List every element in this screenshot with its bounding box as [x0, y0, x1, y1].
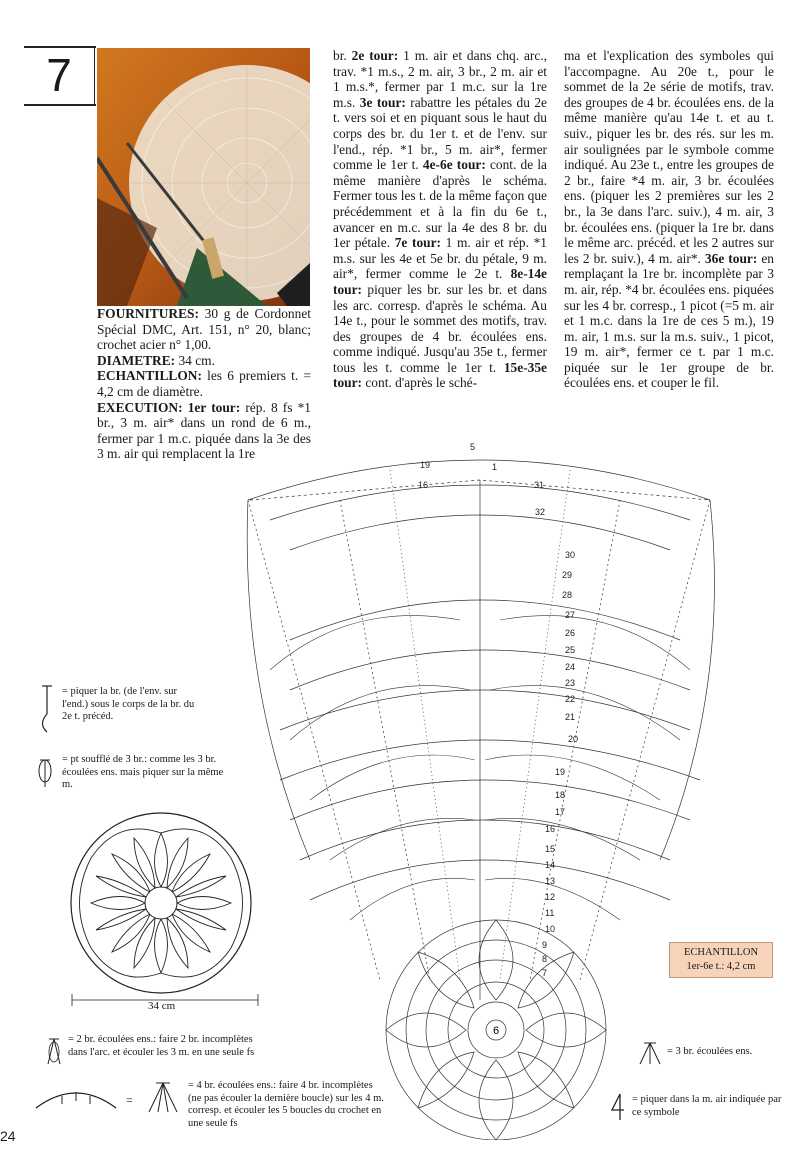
- c2-i: 1 m. air et rép. *1 m.s. sur les 4e et 5e br. du pétale, 9 m. air*, fermer comme le 2e t.: [333, 235, 547, 282]
- legend-four-br: = 4 br. écoulées ens.: faire 4 br. incomplètes (ne pas écouler la dernière boucle) sur les 4 m. corresp. et écouler les 5 boucles du crochet en une seule fs: [188, 1080, 384, 1129]
- row-label: 29: [562, 570, 573, 580]
- piquer-br-symbol-icon: [40, 684, 54, 734]
- echantillon-box-value: 1er-6e t.: 4,2 cm: [686, 961, 756, 972]
- row-label: 11: [545, 908, 555, 918]
- row-label: 27: [565, 610, 576, 620]
- small-rosette-diagram: [64, 808, 264, 1008]
- fournitures-text: 30 g de Cordonnet Spécial DMC, Art. 151, n° 20, blanc; crochet acier n° 1,00.: [97, 306, 311, 353]
- diametre-text: 34 cm.: [175, 352, 215, 368]
- execution-label: EXECUTION: 1er tour:: [97, 399, 241, 415]
- crochet-diagram: [230, 440, 790, 1140]
- header-rule-bottom: [24, 104, 96, 106]
- row-label: 32: [535, 507, 546, 517]
- row-label: 19: [420, 460, 431, 470]
- pattern-number: 7: [24, 46, 95, 104]
- row-label: 8: [542, 954, 548, 964]
- row-label: 26: [565, 628, 576, 638]
- c2-d: 3e tour:: [359, 94, 406, 110]
- row-label: 22: [565, 694, 576, 704]
- row-label: 14: [545, 860, 556, 870]
- c2-c: 1 m. air et dans chq. arc., trav. *1 m.s., 2 m. air, 3 br., 2 m. air et 1 m.s.*, fermer par 1 m.c. sur la 1re m.s.: [333, 48, 547, 110]
- c2-b: 2e tour:: [351, 48, 399, 63]
- row-label: 7: [542, 968, 548, 978]
- c2-l: 15e-35e tour:: [333, 359, 547, 391]
- row-label: 9: [542, 940, 548, 950]
- three-br-icon: [636, 1040, 664, 1066]
- diameter-label: 34 cm: [148, 1000, 176, 1012]
- echantillon-text: les 6 premiers t. = 4,2 cm de diamètre.: [97, 368, 311, 399]
- equals-sign: =: [126, 1093, 133, 1107]
- row-label: 30: [565, 550, 576, 560]
- c3-t2: 36e tour:: [704, 250, 758, 266]
- pt-souffle-icon: [36, 757, 54, 789]
- echantillon-box-title: ECHANTILLON: [683, 947, 759, 958]
- diagram-center-label: 6: [493, 1025, 500, 1037]
- fournitures-label: FOURNITURES:: [97, 306, 199, 321]
- legend-three-br: = 3 br. écoulées ens.: [667, 1046, 753, 1057]
- echantillon-label: ECHANTILLON:: [97, 368, 202, 384]
- arc-four-br-icon: [34, 1086, 118, 1112]
- c2-e: rabattre les pétales du 2e t. vers soi et en piquant sous le haut du corps des br. du 1er t. et de l'env. sur l'end., rép. *1 br., 5 m. air*, fermer comme le 1er t.: [333, 94, 547, 173]
- legend-piquer-br: = piquer la br. (de l'env. sur l'end.) sous le corps de la br. du 2e t. précéd.: [62, 686, 195, 722]
- c3-t1: ma et l'explication des symboles qui l'accompagne. Au 20e t., pour le sommet de la 2e série de motifs, trav. des groupes de 4 br. écoulées ens. de la même manière qu'au 14e t. et au t. suiv., piquer les br. des rés. sur les m. air soulignées par le symbole comme indiqué. Au 23e t., entre les groupes de 2 br., faire *4 m. air, 3 br. écoulées ens. (piquer les 2 premières sur les 2 br., la 3e dans l'arc. suiv.), 4 m. air, 3 br. écoulées ens. (piquer la 1re br. dans le même arc. précéd. et les 2 autres sur les 2 br. suiv.), 4 m. air*.: [564, 48, 774, 266]
- row-label: 13: [545, 876, 556, 886]
- echantillon-box: [669, 942, 773, 978]
- four-br-icon: [146, 1080, 180, 1114]
- legend-piquer-air: = piquer dans la m. air indiquée par ce symbole: [632, 1094, 782, 1118]
- materials-block: [97, 306, 311, 462]
- instructions-column-2: [333, 48, 547, 391]
- row-label: 31: [534, 480, 545, 490]
- two-br-icon: [44, 1036, 64, 1066]
- c2-g: cont. de la même manière d'après le schéma. Fermer tous les t. de la même façon que précédemment et à la fin du 6e t., avancer en m.c. sur la 4e des 8 br. du 1er pétale.: [333, 157, 548, 251]
- legend-pt-souffle: = pt soufflé de 3 br.: comme les 3 br. écoulées ens. mais piquer sur la même m.: [62, 754, 224, 790]
- row-label: 17: [555, 807, 566, 817]
- row-label: 5: [470, 442, 476, 452]
- row-label: 28: [562, 590, 573, 600]
- doily-photo: [97, 48, 310, 306]
- legend-two-br: = 2 br. écoulées ens.: faire 2 br. incomplètes dans l'arc. et écouler les 3 m. en une seule fs: [68, 1034, 255, 1058]
- row-label: 1: [492, 462, 498, 472]
- row-label: 25: [565, 645, 576, 655]
- piquer-air-icon: [608, 1092, 628, 1122]
- c2-k: piquer les br. sur les br. et dans les arc. corresp. d'après le schéma. Au 14e t., pour le sommet des motifs, trav. des groupes de 4 br. écoulées ens. comme indiqué. Jusqu'au 35e t., fermer tous les t. comme le 1er t.: [333, 281, 547, 375]
- c2-m: cont. d'après le sché-: [362, 375, 478, 391]
- page-number: 24: [0, 1128, 16, 1144]
- diametre-label: DIAMETRE:: [97, 352, 176, 368]
- row-label: 24: [565, 662, 576, 672]
- row-label: 16: [418, 480, 429, 490]
- c3-t3: en remplaçant la 1re br. incomplète par 3 m. air, rép. *4 br. écoulées ens. piquées sur les 4 br. corresp., 1 picot (=5 m. air et 1 m.c. dans la 1re de ces 5 m.), 19 m. air, 1 m.s. sur la m.s. suiv., 1 picot, 19 m. air*, fermer ce t. par 1 m.c. piquée sur le 1er groupe de br. écoulées ens. et couper le fil.: [564, 250, 775, 391]
- row-label: 20: [568, 734, 579, 744]
- row-label: 23: [565, 678, 576, 688]
- c2-h: 7e tour:: [394, 235, 442, 251]
- row-label: 21: [565, 712, 576, 722]
- instructions-column-3: [564, 48, 774, 391]
- execution-text: rép. 8 fs *1 br., 3 m. air* dans un rond de 6 m., fermer par 1 m.c. piquée dans la 3e des 3 m. air qui remplacent la 1re: [97, 399, 311, 462]
- row-label: 18: [555, 790, 566, 800]
- c2-f: 4e-6e tour:: [422, 157, 486, 173]
- c2-j: 8e-14e tour:: [333, 266, 547, 297]
- row-label: 12: [545, 892, 556, 902]
- row-label: 15: [545, 844, 556, 854]
- row-label: 10: [545, 924, 556, 934]
- row-label: 16: [545, 824, 556, 834]
- c2-a: br.: [333, 48, 352, 63]
- row-label: 19: [555, 767, 566, 777]
